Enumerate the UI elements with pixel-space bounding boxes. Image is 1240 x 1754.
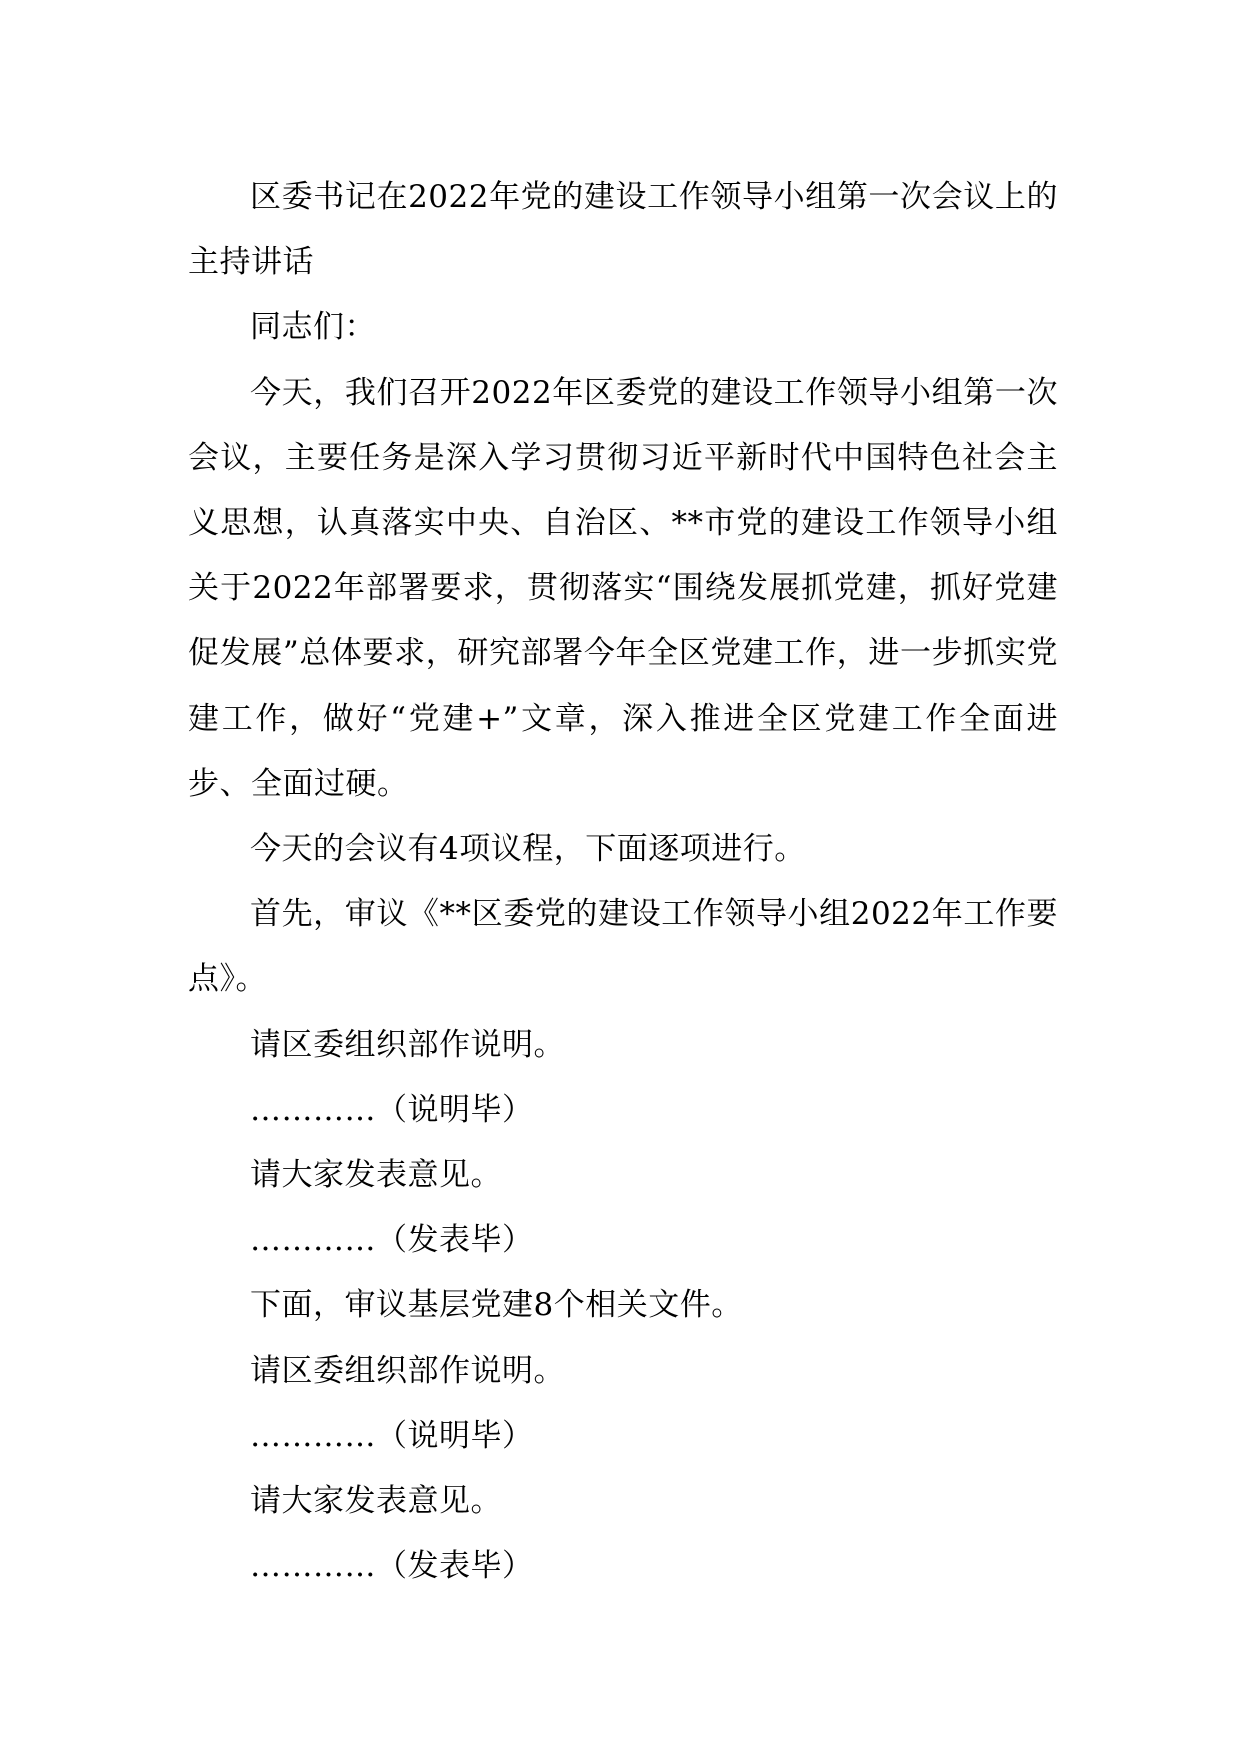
- agenda-item-1: 首先，审议《**区委党的建设工作领导小组2022年工作要点》。: [188, 896, 1058, 998]
- salutation: 同志们：: [250, 309, 376, 346]
- opinions-done-2: …………（发表毕）: [250, 1548, 534, 1585]
- request-explanation-2: 请区委组织部作说明。: [250, 1352, 565, 1389]
- request-explanation-1: 请区委组织部作说明。: [250, 1026, 565, 1063]
- request-opinions-1: 请大家发表意见。: [250, 1157, 502, 1194]
- request-opinions-2: 请大家发表意见。: [250, 1483, 502, 1520]
- agenda-paragraph: 今天的会议有4项议程，下面逐项进行。: [250, 831, 806, 868]
- opinions-done-1: …………（发表毕）: [250, 1222, 534, 1259]
- document-title: 区委书记在2022年党的建设工作领导小组第一次会议上的主持讲话: [188, 179, 1058, 281]
- agenda-item-2: 下面，审议基层党建8个相关文件。: [250, 1287, 743, 1324]
- opening-paragraph: 今天，我们召开2022年区委党的建设工作领导小组第一次会议，主要任务是深入学习贯彻习近平新时代中国特色社会主义思想，认真落实中央、自治区、**市党的建设工作领导小组关于2022年部署要求，贯彻落实“围绕发展抓党建，抓好党建促发展”总体要求，研究部署今年全区党建工作，进一步抓实党建工作，做好“党建+”文章，深入推进全区党建工作全面进步、全面过硬。: [188, 374, 1058, 802]
- explanation-done-2: …………（说明毕）: [250, 1417, 534, 1454]
- document-body: [188, 165, 1058, 1599]
- explanation-done-1: …………（说明毕）: [250, 1091, 534, 1128]
